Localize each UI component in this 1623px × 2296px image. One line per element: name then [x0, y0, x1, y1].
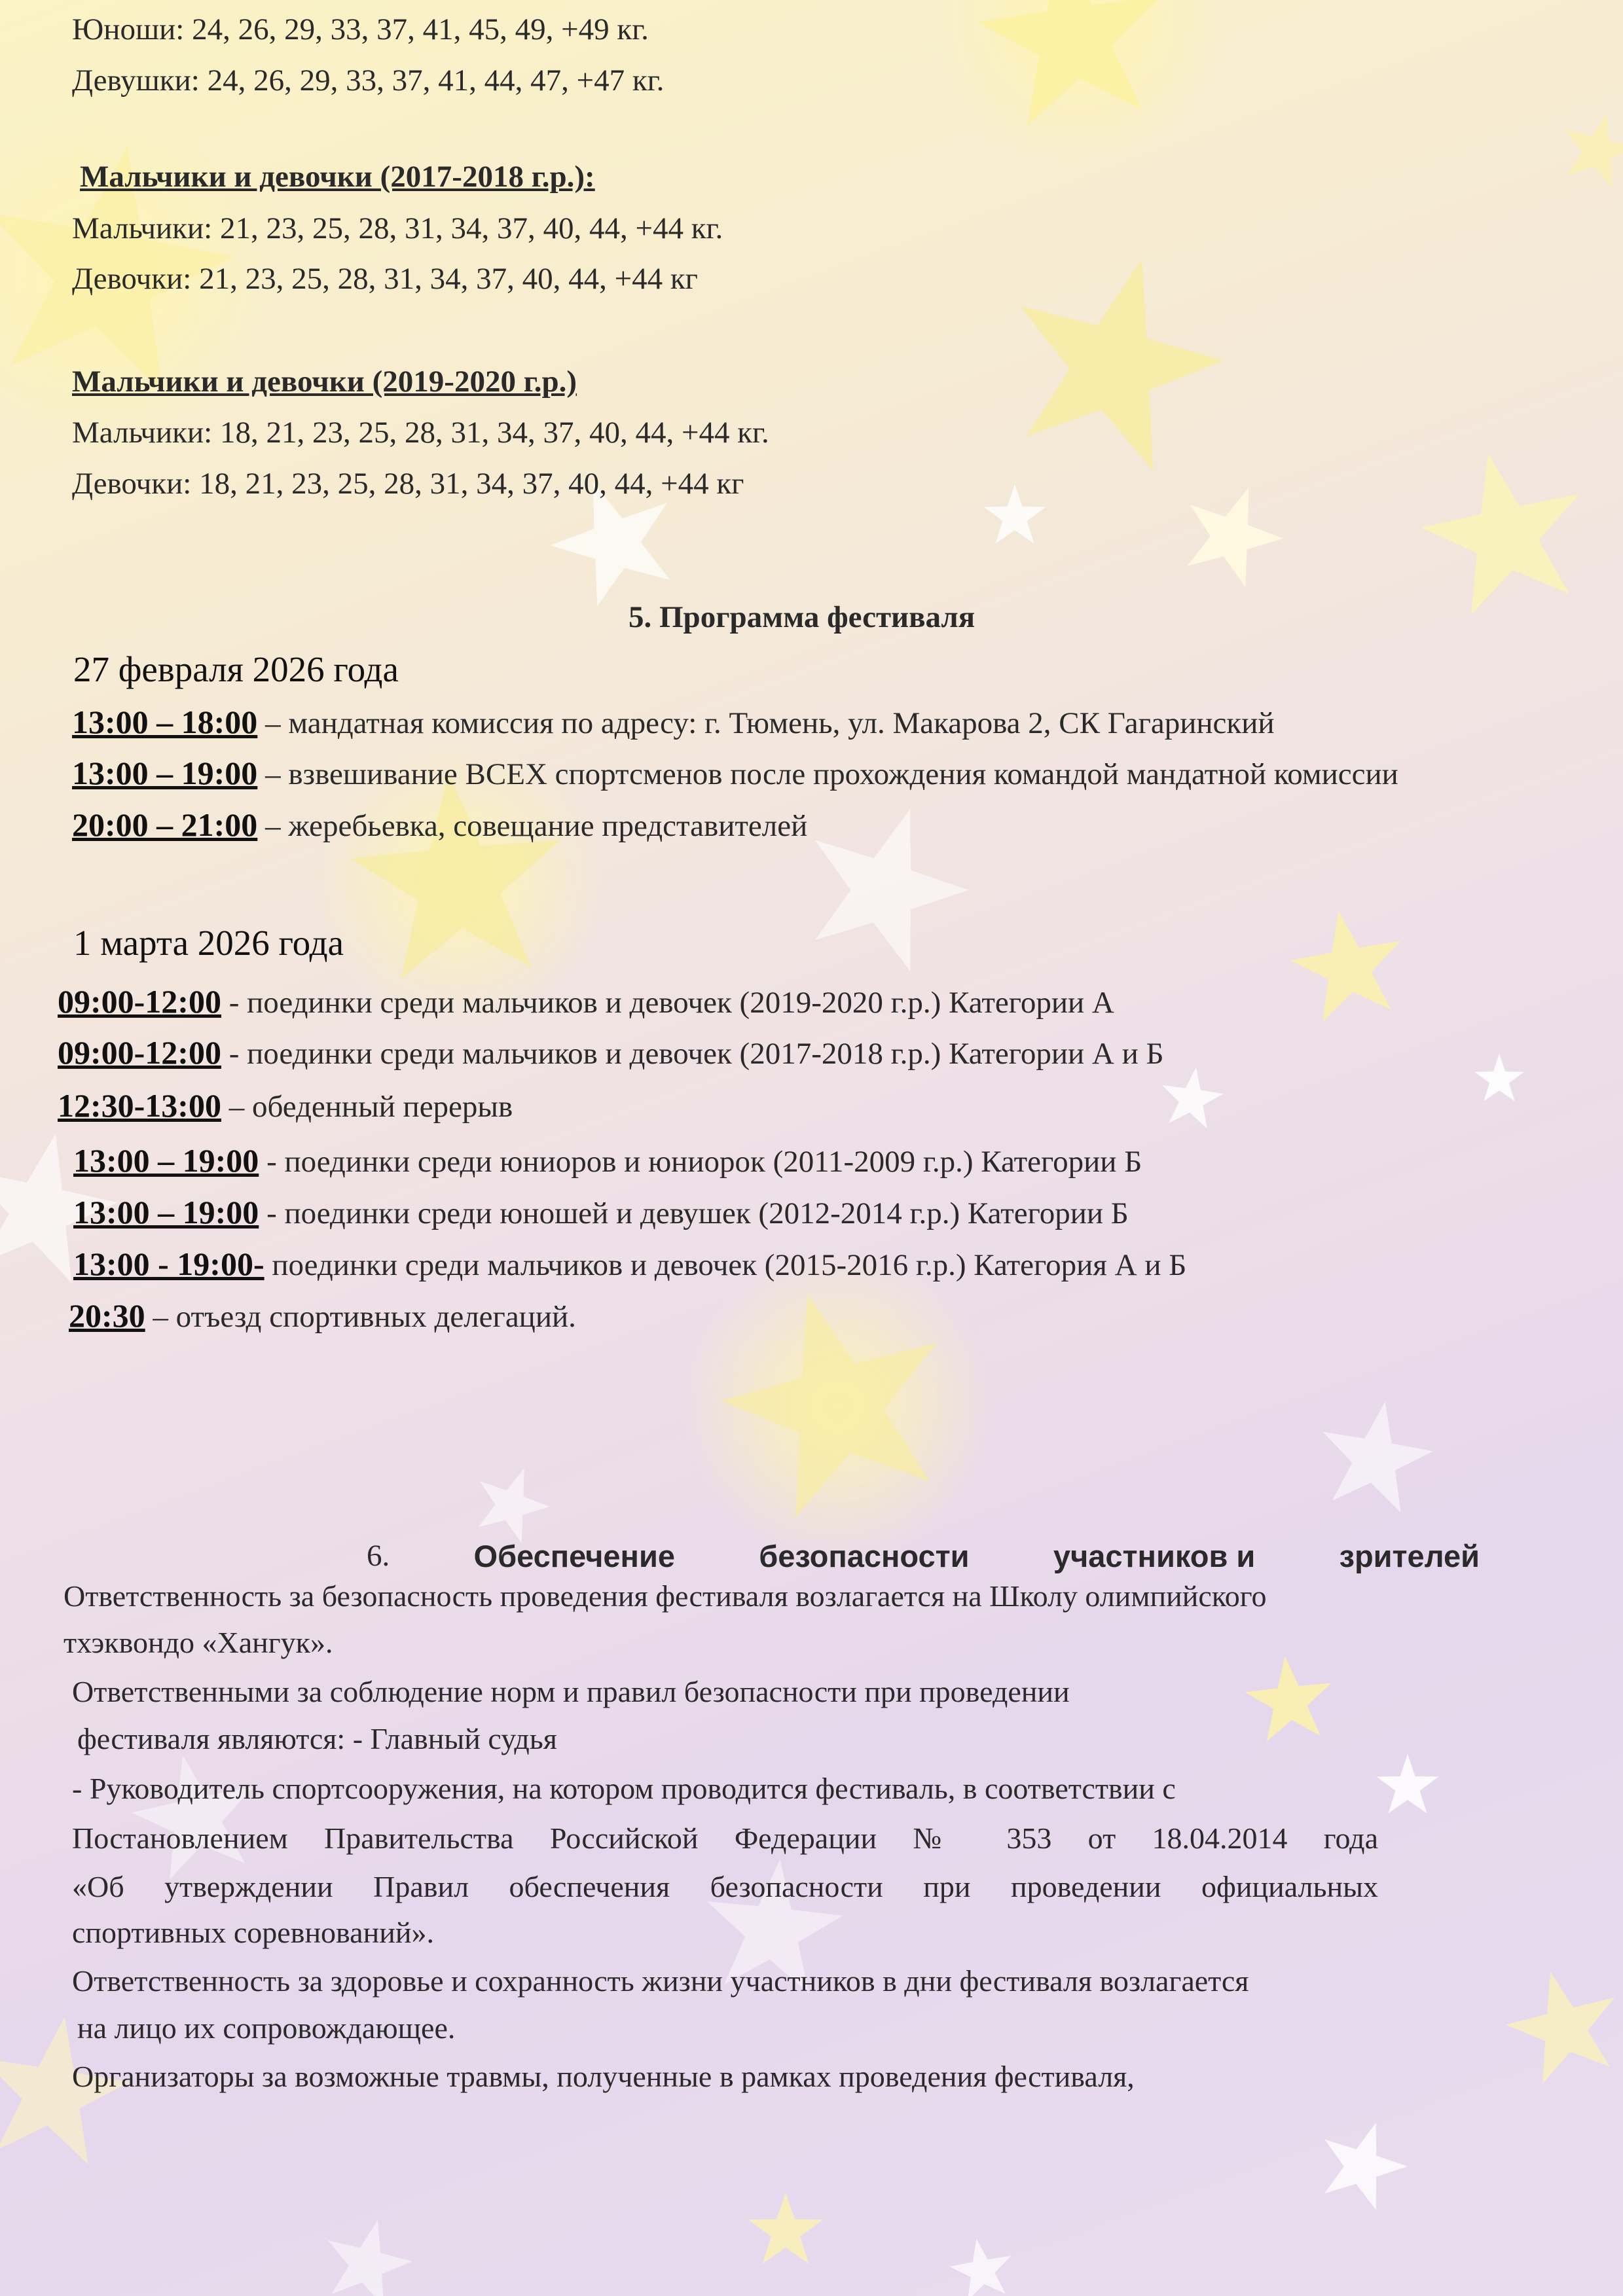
schedule-time: 13:00 – 19:00	[73, 1142, 259, 1179]
safety-heading-word: безопасности	[759, 1539, 970, 1573]
schedule-text: – обеденный перерыв	[221, 1090, 513, 1124]
schedule-row	[58, 985, 1114, 1018]
program-title: 5. Программа фестиваля	[629, 600, 976, 634]
weights-youth-girls: Девушки: 24, 26, 29, 33, 37, 41, 44, 47, +47 кг.	[72, 63, 665, 98]
group-2019-title: Мальчики и девочки (2019-2020 г.р.)	[72, 365, 577, 399]
schedule-time: 13:00 – 19:00	[72, 755, 258, 791]
safety-heading-word: зрителей	[1339, 1539, 1480, 1573]
safety-number: 6.	[367, 1539, 390, 1573]
schedule-time: 20:30	[69, 1297, 145, 1334]
schedule-text: – мандатная комиссия по адресу: г. Тюмень, ул. Макарова 2, СК Гагаринский	[257, 706, 1275, 740]
schedule-time: 13:00 - 19:00-	[73, 1246, 264, 1282]
schedule-row	[69, 1299, 576, 1333]
weights-youth-boys: Юноши: 24, 26, 29, 33, 37, 41, 45, 49, +49 кг.	[72, 12, 649, 46]
schedule-text: – взвешивание ВСЕХ спортсменов после прохождения командой мандатной комиссии	[257, 757, 1398, 791]
schedule-text: – отъезд спортивных делегаций.	[145, 1300, 576, 1334]
safety-paragraph-line: Организаторы за возможные травмы, полученные в рамках проведения фестиваля,	[72, 2060, 1135, 2093]
safety-paragraph-line: спортивных соревнований».	[72, 1916, 434, 1949]
group-2017-title: Мальчики и девочки (2017-2018 г.р.):	[80, 160, 595, 194]
schedule-time: 12:30-13:00	[58, 1087, 221, 1124]
safety-heading-word: Обеспечение	[473, 1539, 675, 1573]
schedule-row	[73, 1144, 1142, 1177]
schedule-row	[72, 706, 1275, 739]
safety-heading	[367, 1538, 1480, 1574]
weights-2019-boys: Мальчики: 18, 21, 23, 25, 28, 31, 34, 37, 40, 44, +44 кг.	[72, 416, 769, 450]
schedule-text: - поединки среди юниоров и юниорок (2011-2009 г.р.) Категории Б	[259, 1145, 1142, 1179]
safety-paragraph-line: тхэквондо «Хангук».	[64, 1626, 333, 1659]
safety-paragraph-line: Постановлением Правительства Российской Федерации № 353 от 18.04.2014 года	[72, 1821, 1378, 1855]
weights-2019-girls: Девочки: 18, 21, 23, 25, 28, 31, 34, 37, 40, 44, +44 кг	[72, 467, 744, 501]
schedule-time: 09:00-12:00	[58, 983, 221, 1020]
weights-2017-boys: Мальчики: 21, 23, 25, 28, 31, 34, 37, 40, 44, +44 кг.	[72, 211, 723, 245]
safety-paragraph-line: Ответственность за безопасность проведения фестиваля возлагается на Школу олимпийского	[64, 1579, 1267, 1613]
safety-paragraph-line: «Об утверждении Правил обеспечения безопасности при проведении официальных	[72, 1870, 1378, 1903]
day2-date: 1 марта 2026 года	[73, 923, 344, 963]
schedule-text: - поединки среди мальчиков и девочек (2017-2018 г.р.) Категории А и Б	[221, 1037, 1164, 1071]
schedule-row	[73, 1196, 1129, 1229]
schedule-time: 20:00 – 21:00	[72, 806, 258, 843]
schedule-time: 13:00 – 19:00	[73, 1194, 259, 1230]
schedule-row	[58, 1036, 1164, 1069]
schedule-row	[73, 1247, 1186, 1281]
safety-paragraph-line: на лицо их сопровождающее.	[77, 2011, 456, 2045]
schedule-row	[58, 1089, 513, 1122]
schedule-row	[72, 757, 1398, 790]
schedule-text: – жеребьевка, совещание представителей	[257, 809, 808, 843]
safety-paragraph-line: - Руководитель спортсооружения, на котором проводится фестиваль, в соответствии с	[72, 1772, 1176, 1805]
safety-paragraph-line: Ответственными за соблюдение норм и правил безопасности при проведении	[72, 1675, 1070, 1708]
schedule-text: поединки среди мальчиков и девочек (2015-2016 г.р.) Категория А и Б	[264, 1248, 1187, 1282]
schedule-time: 13:00 – 18:00	[72, 704, 258, 740]
day1-date: 27 февраля 2026 года	[73, 649, 399, 689]
safety-heading-word: участников и	[1053, 1539, 1256, 1573]
schedule-time: 09:00-12:00	[58, 1034, 221, 1071]
schedule-row	[72, 808, 807, 842]
safety-paragraph-line: Ответственность за здоровье и сохранность жизни участников в дни фестиваля возлагается	[72, 1964, 1249, 1998]
schedule-text: - поединки среди юношей и девушек (2012-2014 г.р.) Категории Б	[259, 1196, 1129, 1230]
weights-2017-girls: Девочки: 21, 23, 25, 28, 31, 34, 37, 40, 44, +44 кг	[72, 262, 698, 296]
safety-paragraph-line: фестиваля являются: - Главный судья	[77, 1722, 557, 1755]
schedule-text: - поединки среди мальчиков и девочек (2019-2020 г.р.) Категории А	[221, 986, 1114, 1020]
